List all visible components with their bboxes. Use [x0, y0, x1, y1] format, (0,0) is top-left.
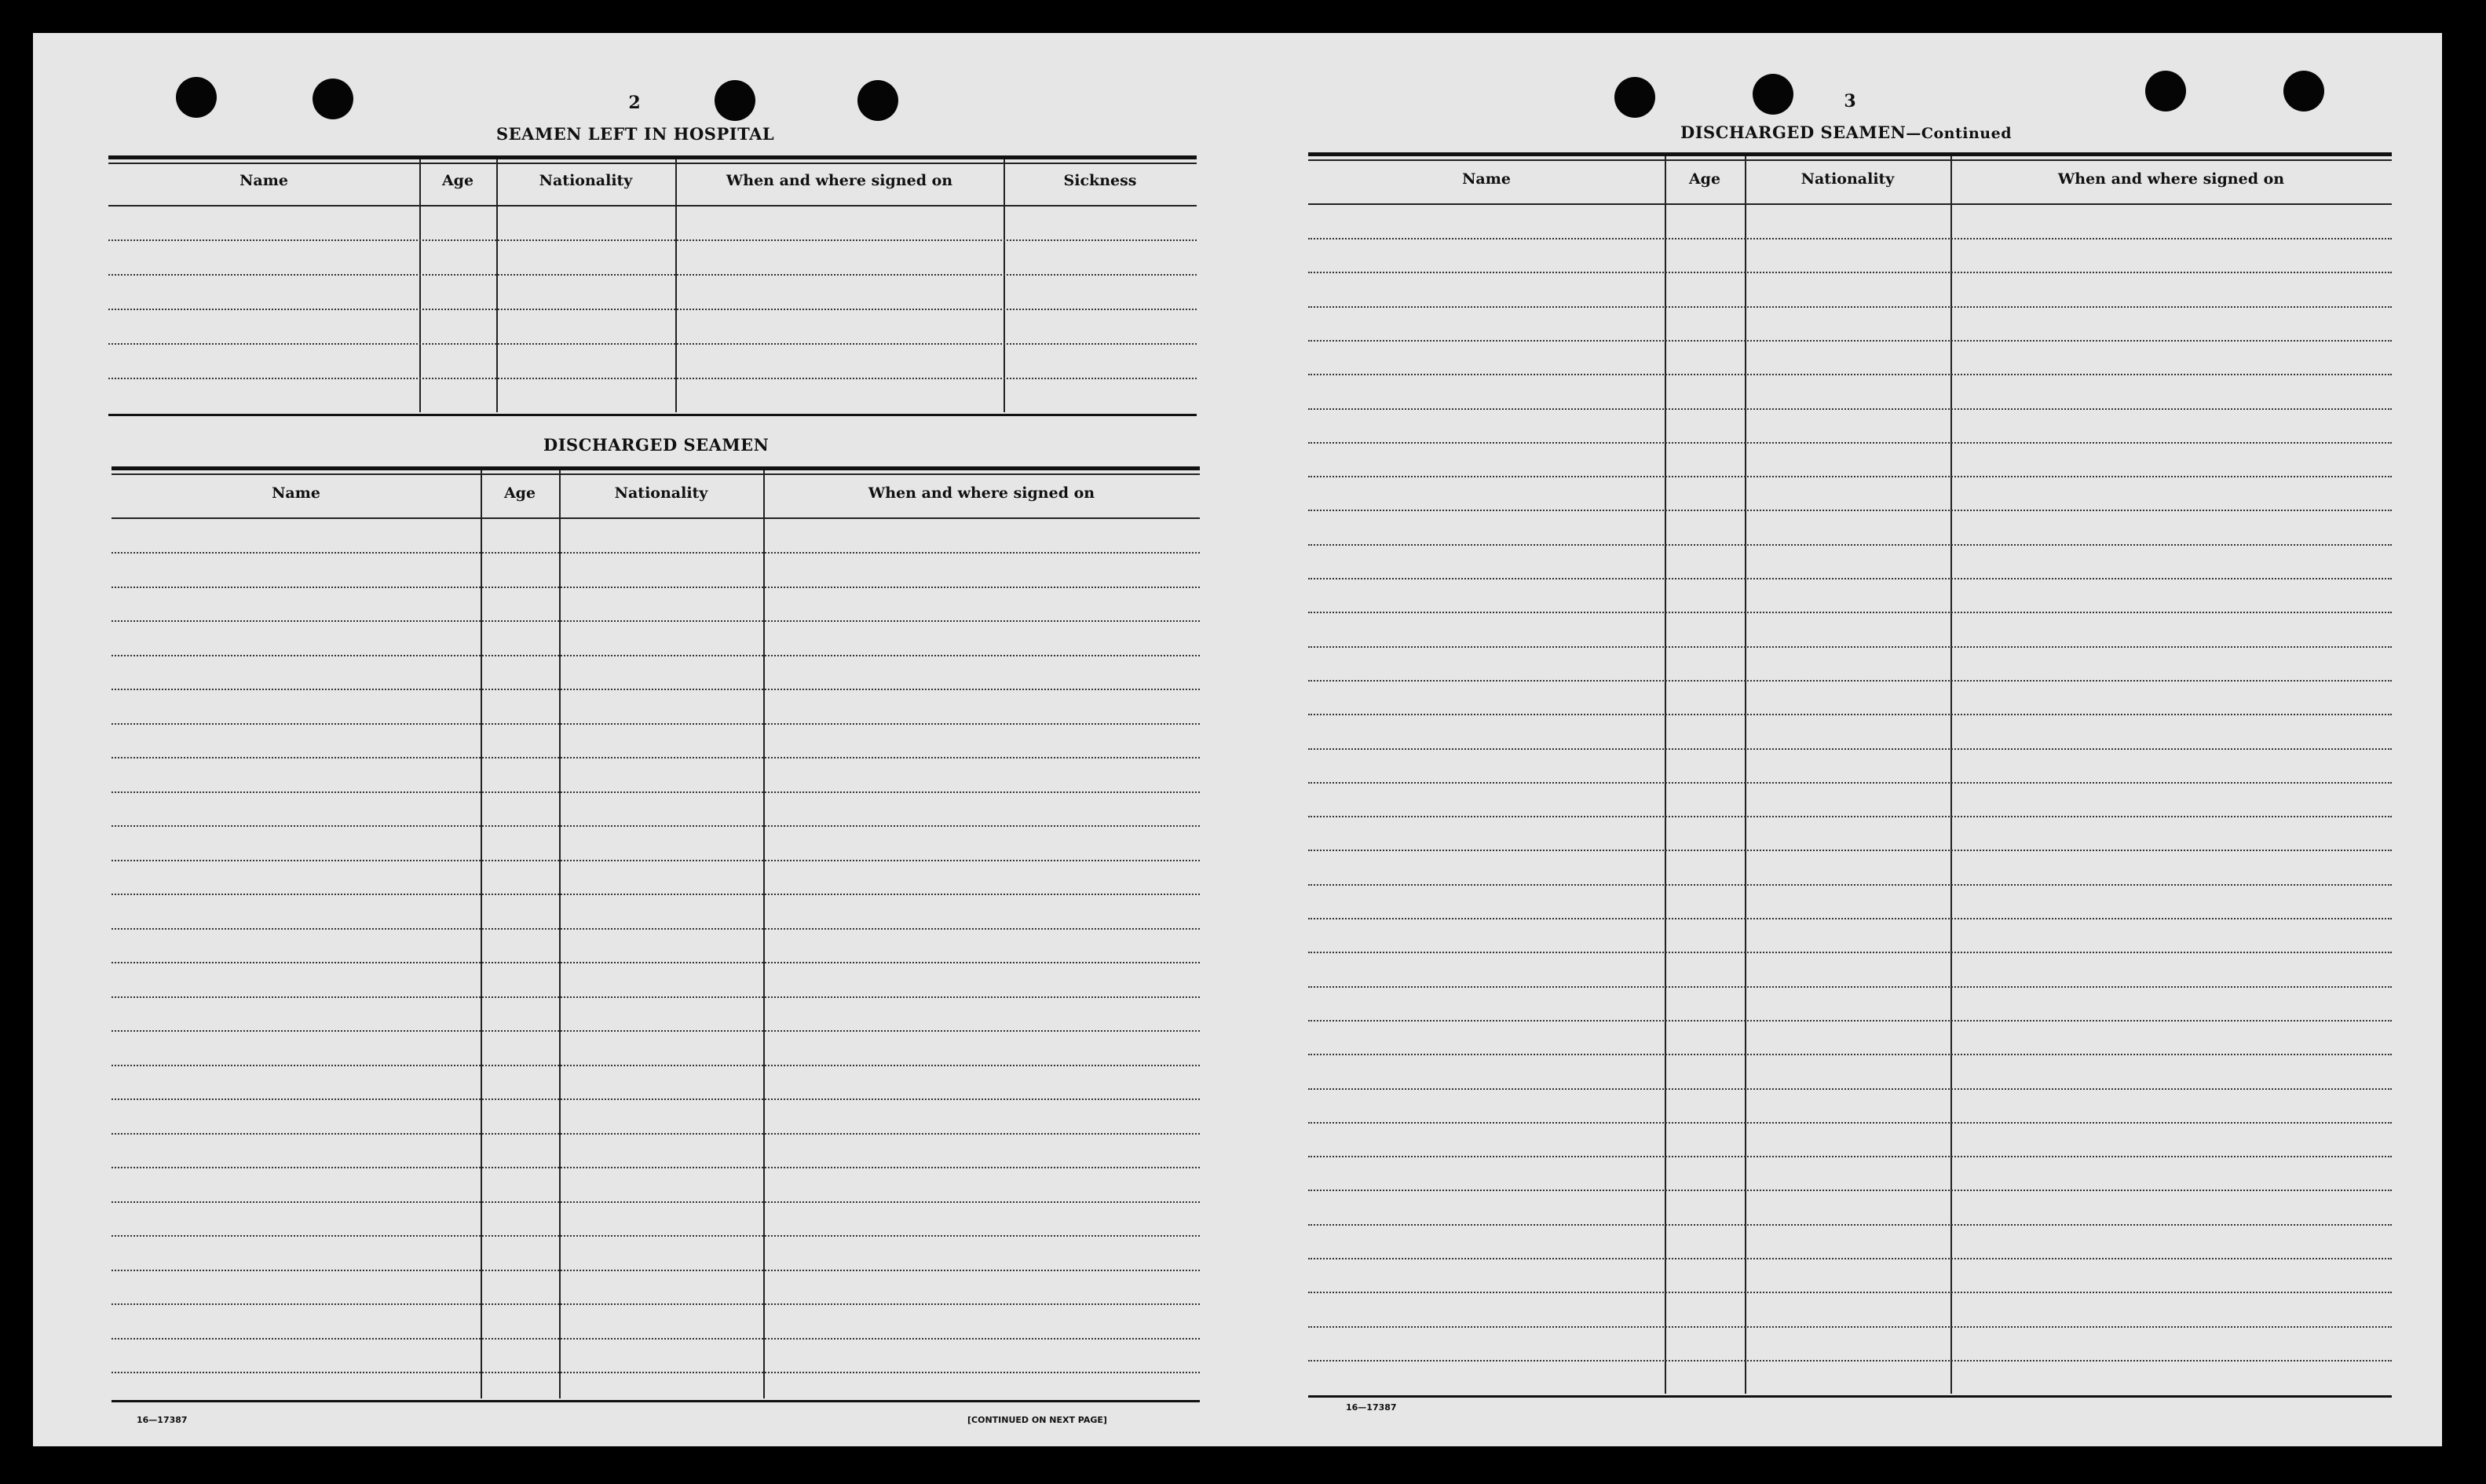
table-row — [1308, 1292, 2392, 1293]
table-row — [1308, 1190, 2392, 1191]
table-row — [108, 343, 1197, 345]
table-row — [1308, 1122, 2392, 1124]
table-row — [1308, 408, 2392, 410]
table-row — [1308, 646, 2392, 648]
column-divider — [559, 470, 561, 1398]
table-row — [1308, 1156, 2392, 1157]
table-row — [112, 791, 1200, 793]
column-divider — [1950, 156, 1952, 1394]
table-row — [1308, 340, 2392, 342]
table-row — [112, 1133, 1200, 1135]
punch-hole — [857, 80, 898, 121]
table-row — [108, 309, 1197, 310]
table-row — [1308, 680, 2392, 682]
table-row — [112, 860, 1200, 861]
page-number-right: 3 — [1844, 91, 1856, 111]
table-row — [1308, 918, 2392, 919]
table-row — [112, 825, 1200, 827]
table-row — [1308, 884, 2392, 886]
col-name: Name — [272, 484, 320, 502]
col-name: Name — [1462, 170, 1511, 188]
column-divider — [481, 470, 482, 1398]
table-row — [1308, 1020, 2392, 1022]
table-row — [112, 928, 1200, 930]
column-divider — [675, 159, 677, 412]
table-row — [112, 552, 1200, 554]
table-row — [1308, 1326, 2392, 1328]
punch-hole — [1614, 77, 1655, 118]
table-row — [112, 1270, 1200, 1271]
table-row — [1308, 816, 2392, 817]
table-row — [112, 655, 1200, 656]
table-row — [1308, 612, 2392, 613]
table-row — [1308, 544, 2392, 546]
table-row — [112, 1065, 1200, 1066]
form-sheet — [33, 33, 2442, 1446]
column-divider — [1665, 156, 1666, 1394]
column-divider — [1004, 159, 1005, 412]
column-divider — [419, 159, 421, 412]
table-row — [1308, 714, 2392, 715]
col-signed-on: When and where signed on — [726, 172, 953, 189]
col-name: Name — [239, 172, 288, 189]
table-row — [1308, 1054, 2392, 1055]
table-row — [112, 1235, 1200, 1237]
col-nationality: Nationality — [1801, 170, 1895, 188]
table-row — [1308, 442, 2392, 444]
table-row — [112, 723, 1200, 725]
column-divider — [763, 470, 765, 1398]
table-row — [112, 996, 1200, 998]
table-row — [112, 1167, 1200, 1168]
page-number-left: 2 — [628, 93, 641, 113]
table-row — [1308, 952, 2392, 953]
table-row — [1308, 272, 2392, 273]
table-row — [1308, 1088, 2392, 1090]
discharged-table-header — [112, 470, 1200, 519]
col-sickness: Sickness — [1063, 172, 1137, 189]
discharged-continued-title-main: DISCHARGED SEAMEN — [1680, 122, 1907, 142]
column-divider — [1745, 156, 1746, 1394]
table-row — [1308, 850, 2392, 851]
discharged-table-title: DISCHARGED SEAMEN — [543, 435, 770, 455]
table-row — [1308, 374, 2392, 375]
table-row — [112, 689, 1200, 690]
table-row — [1308, 306, 2392, 308]
col-nationality: Nationality — [539, 172, 633, 189]
table-row — [108, 274, 1197, 276]
col-nationality: Nationality — [614, 484, 708, 502]
table-row — [112, 1201, 1200, 1203]
col-age: Age — [503, 484, 536, 502]
table-row — [112, 757, 1200, 758]
table-row — [1308, 1360, 2392, 1362]
table-row — [1308, 782, 2392, 784]
punch-hole — [2283, 71, 2324, 111]
table-row — [1308, 1258, 2392, 1259]
discharged-table — [112, 466, 1200, 1402]
table-row — [1308, 510, 2392, 511]
table-row — [112, 962, 1200, 963]
table-row — [112, 1372, 1200, 1373]
table-row — [108, 378, 1197, 379]
table-row — [112, 587, 1200, 588]
table-row — [1308, 748, 2392, 750]
table-row — [112, 1098, 1200, 1100]
punch-hole — [313, 79, 353, 119]
table-row — [112, 894, 1200, 895]
table-row — [112, 1303, 1200, 1305]
hospital-table-title: SEAMEN LEFT IN HOSPITAL — [496, 124, 775, 144]
discharged-continued-title — [1680, 122, 2012, 142]
table-row — [1308, 1224, 2392, 1226]
table-row — [112, 1338, 1200, 1340]
punch-hole — [1753, 74, 1793, 115]
punch-hole — [2145, 71, 2186, 111]
table-row — [112, 620, 1200, 622]
table-row — [108, 239, 1197, 241]
table-row — [112, 1030, 1200, 1032]
col-signed-on: When and where signed on — [868, 484, 1095, 502]
hospital-table-header — [108, 159, 1197, 207]
continued-note: [CONTINUED ON NEXT PAGE] — [967, 1415, 1107, 1425]
discharged-continued-table — [1308, 152, 2392, 1398]
table-row — [1308, 578, 2392, 579]
form-number-right: 16—17387 — [1346, 1402, 1397, 1413]
table-row — [1308, 986, 2392, 988]
column-divider — [496, 159, 498, 412]
col-age: Age — [441, 172, 474, 189]
continued-suffix: —Continued — [1906, 125, 2012, 142]
punch-hole — [176, 77, 217, 118]
table-row — [1308, 238, 2392, 239]
form-number-left: 16—17387 — [137, 1415, 188, 1425]
col-age: Age — [1688, 170, 1721, 188]
punch-hole — [715, 80, 755, 121]
discharged-continued-header — [1308, 156, 2392, 205]
col-signed-on: When and where signed on — [2057, 170, 2285, 188]
table-row — [1308, 476, 2392, 477]
hospital-table — [108, 155, 1197, 416]
